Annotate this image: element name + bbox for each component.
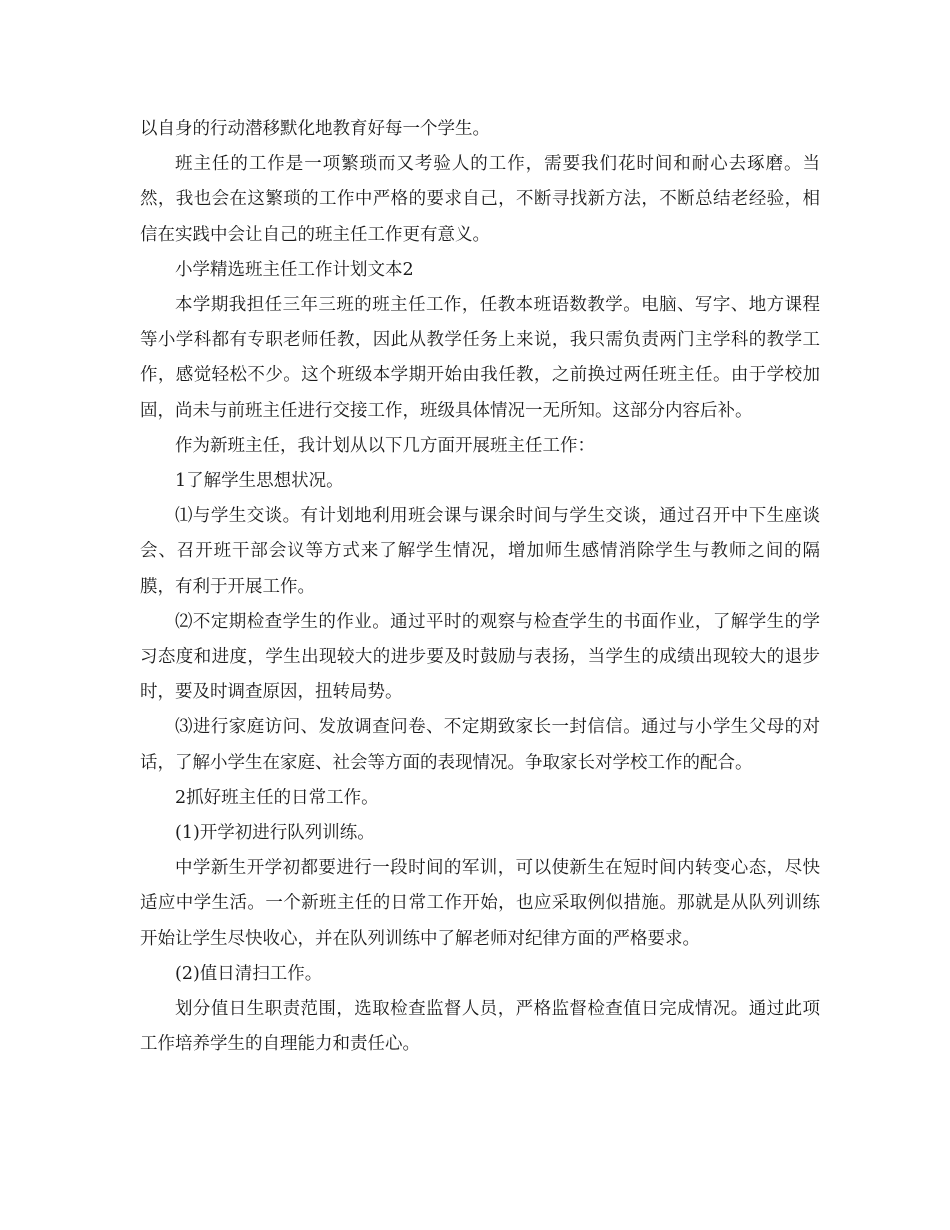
list-item-2-1: (1)开学初进行队列训练。 <box>175 823 375 844</box>
list-item-1-3: ⑶进行家庭访问、发放调查问卷、不定期致家长一封信信。通过与小学生父母的对话，了解小学生在家庭、社会等方面的表现情况。争取家长对学校工作的配合。 <box>140 717 820 773</box>
document-body <box>140 112 820 1062</box>
list-item-1-2: ⑵不定期检查学生的作业。通过平时的观察与检查学生的书面作业，了解学生的学习态度和进度，学生出现较大的进步要及时鼓励与表扬，当学生的成绩出现较大的退步时，要及时调查原因，扭转局势。 <box>140 611 820 703</box>
paragraph-5: 中学新生开学初都要进行一段时间的军训，可以使新生在短时间内转变心态，尽快适应中学生活。一个新班主任的日常工作开始，也应采取例似措施。那就是从队列训练开始让学生尽快收心，并在队列训练中了解老师对纪律方面的严格要求。 <box>140 858 820 949</box>
list-item-1-1: ⑴与学生交谈。有计划地利用班会课与课余时间与学生交谈，通过召开中下生座谈会、召开班干部会议等方式来了解学生情况，增加师生感情消除学生与教师之间的隔膜，有利于开展工作。 <box>140 506 820 597</box>
paragraph-6: 划分值日生职责范围，选取检查监督人员，严格监督检查值日完成情况。通过此项工作培养学生的自理能力和责任心。 <box>140 999 820 1055</box>
section-heading-2: 小学精选班主任工作计划文本2 <box>175 259 414 280</box>
list-heading-2: 2抓好班主任的日常工作。 <box>175 787 379 808</box>
paragraph-4: 作为新班主任，我计划从以下几方面开展班主任工作： <box>175 435 595 456</box>
paragraph-1: 以自身的行动潜移默化地教育好每一个学生。 <box>140 119 490 139</box>
list-item-2-2: (2)值日清扫工作。 <box>175 963 323 984</box>
paragraph-3: 本学期我担任三年三班的班主任工作，任教本班语数教学。电脑、写字、地方课程等小学科都有专职老师任教，因此从教学任务上来说，我只需负责两门主学科的教学工作，感觉轻松不少。这个班级本学期开始由我任教，之前换过两任班主任。由于学校加固，尚未与前班主任进行交接工作，班级具体情况一无所知。这部分内容后补。 <box>140 295 820 421</box>
paragraph-2: 班主任的工作是一项繁琐而又考验人的工作，需要我们花时间和耐心去琢磨。当然，我也会在这繁琐的工作中严格的要求自己，不断寻找新方法，不断总结老经验，相信在实践中会让自己的班主任工作更有意义。 <box>140 154 820 245</box>
list-heading-1: 1了解学生思想状况。 <box>175 471 344 492</box>
